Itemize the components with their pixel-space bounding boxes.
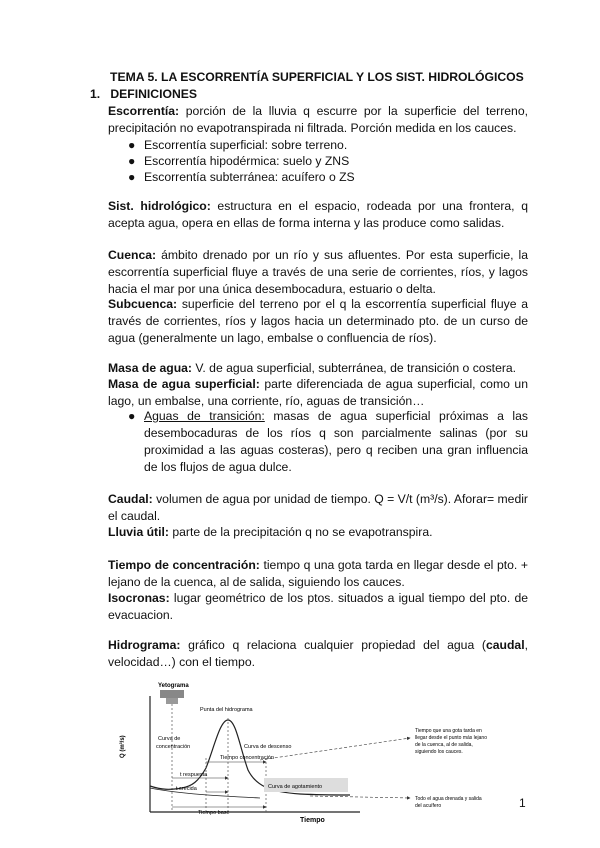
list-item-text: Escorrentía subterránea: acuífero o ZS xyxy=(144,170,355,184)
curva-concentracion-label: concentración xyxy=(156,744,191,750)
tiempo-concentracion-label: Tiempo concentración xyxy=(220,755,274,761)
curva-concentracion-label: Curva de xyxy=(158,736,181,742)
term: Sist. hidrológico: xyxy=(108,199,211,213)
list-item-text xyxy=(144,408,528,476)
def-caudal xyxy=(108,491,528,525)
def-tiempo-concentracion xyxy=(108,557,528,591)
def-masa-agua-superficial xyxy=(108,376,528,410)
definition: superficie del terreno por el q la escorrentía superficial fluye a través de corrientes, ríos y lagos hacia un determinado pto. de un curso de agua (generalmente un lago, embalse o confluencia de ríos). xyxy=(108,297,528,345)
definition: V. de agua superficial, subterránea, de transición o costera. xyxy=(192,361,517,375)
list-item-text: Escorrentía superficial: sobre terreno. xyxy=(144,138,348,152)
term: Caudal: xyxy=(108,492,153,506)
term: Aguas de transición: xyxy=(144,409,265,423)
note-tiempo-concentracion: de la cuenca, al de salida, xyxy=(415,742,473,748)
x-axis-label: Tiempo xyxy=(300,817,325,824)
document-page: TEMA 5. LA ESCORRENTÍA SUPERFICIAL Y LOS SIST. HIDROLÓGICOS 1. DEFINICIONES Escorrentía: porción de la lluvia q escurre por la superficie del terreno, precipitación no evapotranspirada ni filtrada. Porción medida en los cauces. ● Escorrentía superficial: sobre terreno. ● Escorrentía hipodérmica: suelo y ZNS ● Escorrentía subterránea: acuífero o ZS Sist. hidrológico: estructura en el espacio, rodeada por una frontera, q acepta agua, opera en ellas de forma interna y las produce como salidas. Cuenca: ámbito drenado por un río y sus afluentes. Por esta superficie, la escorrentía superficial fluye a través de una serie de corrientes, ríos, y lagos hacia el mar por una única desembocadura, estuario o delta. Subcuenca: superficie del terreno por el q la escorrentía superficial fluye a través de corrientes, ríos y lagos hacia un determinado pto. de un curso de agua (generalmente un lago, embalse o confluencia de ríos). Masa de agua: V. de agua superficial, subterránea, de transición o costera. Masa de agua superficial: parte diferenciada de agua superficial, como un lago, un embalse, una corriente, río, aguas de transición… ● Aguas de transición: masas de agua superficial próximas a las desembocaduras de los ríos q son parcialmente salinas (por su proximidad a las aguas costeras), pero q reciben una gran influencia de los flujos de agua dulce. Caudal: volumen de agua por unidad de tiempo. Q = V/t (m³/s). Aforar= medir el caudal. Lluvia útil: parte de la precipitación q no se evapotranspira. Tiempo de concentración: tiempo q una gota tarda en llegar desde el pto. + lejano de la cuenca, al de salida, siguiendo los cauces. Isocronas: lugar geométrico de los ptos. situados a igual tiempo del pto. de evacuacion. Hidrograma: gráfico q relaciona cualquier propiedad del agua (caudal, velocidad…) con el tiempo. Q (m³/s) Tiempo Yetograma Punta del hidrograma Curva de concentración Curva de descenso Tiempo concentración t respuesta t crecida Curva de agotamiento Tiempo base Tiempo que una gota tarda en llegar desde el punto más lejano de la cuenca, al de salida, siguiendo los cauces. Todo el agua drenada y salida del acuífero 1 xyxy=(0,0,600,848)
punta-label: Punta del hidrograma xyxy=(200,707,253,713)
note-tiempo-concentracion: llegar desde el punto más lejano xyxy=(415,735,487,741)
definition: porción de la lluvia q escurre por la superficie del terreno, precipitación no evapotranspirada ni filtrada. Porción medida en los cauces. xyxy=(108,104,528,135)
t-crecida-label: t crecida xyxy=(176,786,197,792)
yetograma-bar xyxy=(160,690,184,698)
definition: masas de agua superficial próximas a las desembocaduras de los ríos q son parcialmente salinas (por su proximidad a las aguas costeras), pero q reciben una gran influencia de los flujos de agua dulce. xyxy=(144,409,528,474)
def-escorrentia xyxy=(108,103,528,137)
term: Subcuenca: xyxy=(108,297,178,311)
curva-descenso-label: Curva de descenso xyxy=(244,744,292,750)
term: Lluvia útil: xyxy=(108,525,169,539)
def-subcuenca xyxy=(108,296,528,347)
t-respuesta-label: t respuesta xyxy=(180,772,208,778)
term: Isocronas: xyxy=(108,591,170,605)
def-sist-hidrologico xyxy=(108,198,528,232)
term: Masa de agua superficial: xyxy=(108,377,260,391)
annotation-line xyxy=(310,796,410,798)
definition: tiempo q una gota tarda en llegar desde el pto. + lejano de la cuenca, al de salida, siguiendo los cauces. xyxy=(108,558,528,589)
page-number: 1 xyxy=(519,796,526,810)
def-isocronas xyxy=(108,590,528,624)
def-hidrograma xyxy=(108,637,528,671)
list-item-text: Escorrentía hipodérmica: suelo y ZNS xyxy=(144,154,350,168)
def-masa-agua xyxy=(108,360,528,377)
tiempo-base-label: Tiempo base xyxy=(198,810,230,816)
def-cuenca xyxy=(108,247,528,298)
yetograma-bar xyxy=(166,698,178,704)
definition-bold: caudal xyxy=(485,638,525,652)
y-axis-label: Q (m³/s) xyxy=(120,735,126,758)
section-heading xyxy=(90,87,197,101)
definition: parte diferenciada de agua superficial, como un lago, un embalse, una corriente, río, aguas de transición… xyxy=(108,377,528,408)
note-tiempo-concentracion: Tiempo que una gota tarda en xyxy=(415,728,482,734)
term: Masa de agua: xyxy=(108,361,192,375)
note-agotamiento: Todo el agua drenada y salida xyxy=(415,796,482,802)
definition: estructura en el espacio, rodeada por una frontera, q acepta agua, opera en ellas de forma interna y las produce como salidas. xyxy=(108,199,528,230)
def-lluvia-util xyxy=(108,524,528,541)
definition: volumen de agua por unidad de tiempo. Q = V/t (m³/s). Aforar= medir el caudal. xyxy=(108,492,528,523)
section-label: DEFINICIONES xyxy=(110,87,198,101)
term: Hidrograma: xyxy=(108,638,181,652)
definition: lugar geométrico de los ptos. situados a igual tiempo del pto. de evacuacion. xyxy=(108,591,528,622)
definition: ámbito drenado por un río y sus afluentes. Por esta superficie, la escorrentía superficial fluye a través de una serie de corrientes, ríos, y lagos hacia el mar por una única desembocadura, estuario o delta. xyxy=(108,248,528,296)
yetograma-label: Yetograma xyxy=(158,683,189,689)
term: Tiempo de concentración: xyxy=(108,558,260,572)
term: Cuenca: xyxy=(108,248,157,262)
note-agotamiento: del acuífero xyxy=(415,803,442,809)
curva-agotamiento-label: Curva de agotamiento xyxy=(268,784,323,790)
definition: , velocidad…) con el tiempo. xyxy=(108,638,528,669)
section-number: 1. xyxy=(90,87,101,101)
definition: parte de la precipitación q no se evapotranspira. xyxy=(168,525,433,539)
hydrograph-figure xyxy=(110,678,530,826)
note-tiempo-concentracion: siguiendo los cauces. xyxy=(415,749,463,755)
definition: gráfico q relaciona cualquier propiedad del agua ( xyxy=(180,638,486,652)
page-title: TEMA 5. LA ESCORRENTÍA SUPERFICIAL Y LOS SIST. HIDROLÓGICOS xyxy=(110,70,524,84)
term: Escorrentía: xyxy=(108,104,180,118)
